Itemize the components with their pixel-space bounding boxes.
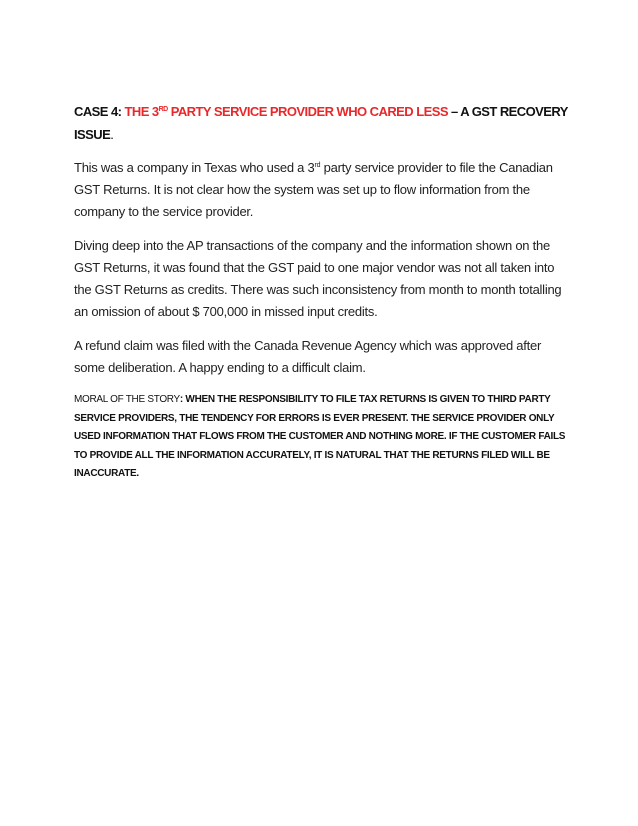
- case-title: [125, 104, 448, 119]
- case-label: CASE 4:: [74, 104, 122, 119]
- paragraph-1-start: This was a company in Texas who used a 3: [74, 160, 315, 175]
- paragraph-3: A refund claim was filed with the Canada Revenue Agency which was approved after some deliberation. A happy ending to a difficult claim.: [74, 338, 542, 375]
- paragraph-2: Diving deep into the AP transactions of the company and the information shown on the GST Returns, it was found that the GST paid to one major vendor was not all taken into the GST Returns as credits. There was such inconsistency from month to month totalling an omission of about $ 700,000 in missed input credits.: [74, 238, 562, 319]
- case-title-part2: PARTY SERVICE PROVIDER WHO CARED LESS: [170, 104, 448, 119]
- case-title-superscript: RD: [158, 106, 168, 113]
- document-body: [74, 100, 574, 484]
- moral-label: MORAL OF THE STORY: [74, 394, 180, 405]
- moral-text: : WHEN THE RESPONSIBILITY TO FILE TAX RETURNS IS GIVEN TO THIRD PARTY SERVICE PROVIDERS, THE TENDENCY FOR ERRORS IS EVER PRESENT. THE SERVICE PROVIDER ONLY USED INFORMATION THAT FLOWS FROM THE CUSTOMER AND NOTHING MORE. IF THE CUSTOMER FAILS TO PROVIDE ALL THE INFORMATION ACCURATELY, IT IS NATURAL THAT THE RETURNS FILED WILL BE INACCURATE.: [74, 394, 566, 479]
- case-heading: [74, 100, 574, 146]
- paragraph-1-end: party service provider to file the Canadian GST Returns. It is not clear how the system was set up to flow information from the company to the service provider.: [74, 160, 553, 219]
- moral-of-story: [74, 391, 574, 484]
- case-title-part1: THE 3: [124, 104, 159, 119]
- case-subtitle: – A GST RECOVERY ISSUE: [74, 104, 568, 142]
- paragraph-1: [74, 157, 574, 223]
- case-heading-period: .: [110, 127, 114, 142]
- paragraph-1-superscript: rd: [314, 162, 321, 169]
